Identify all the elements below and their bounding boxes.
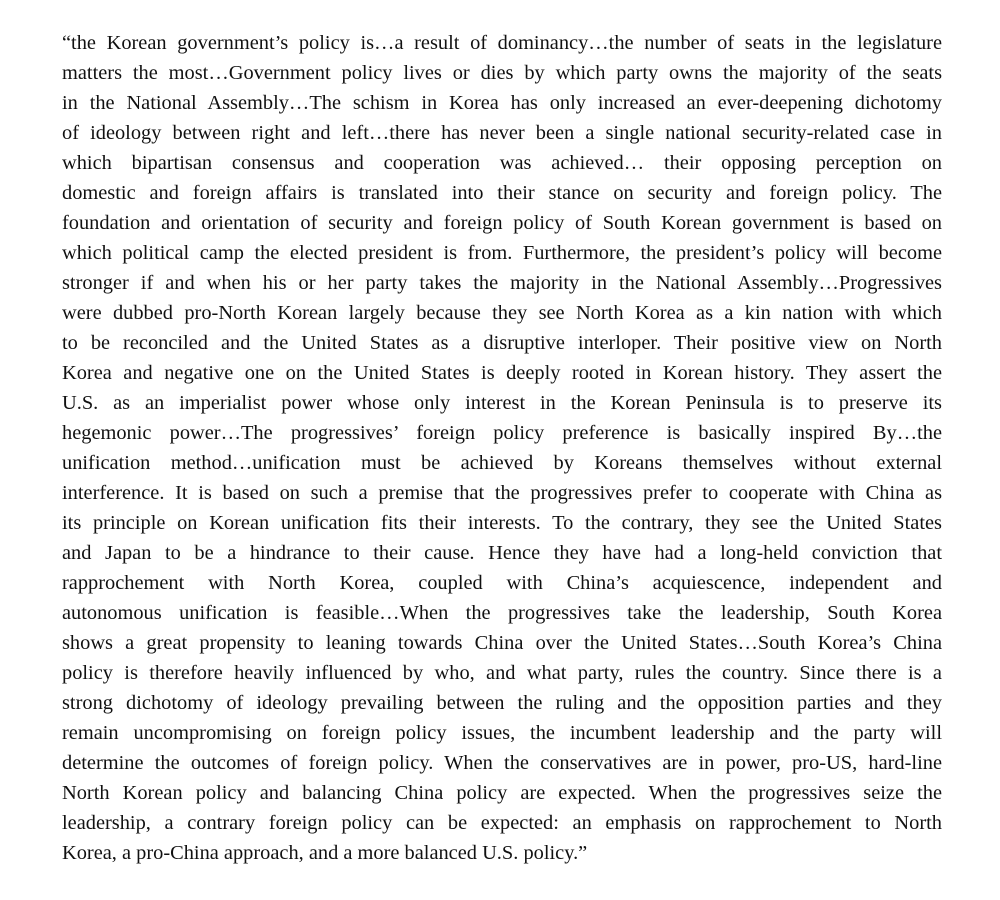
quote-line: foundation and orientation of security and foreign policy of South Korean government is based on [62, 212, 942, 234]
quote-line: in the National Assembly…The schism in Korea has only increased an ever-deepening dichotomy [62, 92, 942, 114]
quote-line: strong dichotomy of ideology prevailing between the ruling and the opposition parties and they [62, 692, 942, 714]
quote-line: U.S. as an imperialist power whose only interest in the Korean Peninsula is to preserve its [62, 392, 942, 414]
quote-line: and Japan to be a hindrance to their cause. Hence they have had a long-held conviction that [62, 542, 942, 564]
quote-line: unification method…unification must be achieved by Koreans themselves without external [62, 452, 942, 474]
quote-line: its principle on Korean unification fits their interests. To the contrary, they see the United States [62, 512, 942, 534]
quote-line: interference. It is based on such a premise that the progressives prefer to cooperate with China as [62, 482, 942, 504]
quote-line: policy is therefore heavily influenced by who, and what party, rules the country. Since there is a [62, 662, 942, 684]
quote-line: North Korean policy and balancing China policy are expected. When the progressives seize the [62, 782, 942, 804]
quote-line: stronger if and when his or her party takes the majority in the National Assembly…Progressives [62, 272, 942, 294]
quote-line: which bipartisan consensus and cooperation was achieved… their opposing perception on [62, 152, 942, 174]
quote-line: determine the outcomes of foreign policy. When the conservatives are in power, pro-US, hard-line [62, 752, 942, 774]
quote-line: autonomous unification is feasible…When the progressives take the leadership, South Korea [62, 602, 942, 624]
quote-line: to be reconciled and the United States as a disruptive interloper. Their positive view on North [62, 332, 942, 354]
quote-line: shows a great propensity to leaning towards China over the United States…South Korea’s China [62, 632, 942, 654]
quote-line: rapprochement with North Korea, coupled with China’s acquiescence, independent and [62, 572, 942, 594]
quote-line: “the Korean government’s policy is…a result of dominancy…the number of seats in the legislature [62, 32, 942, 54]
quote-line: Korea, a pro-China approach, and a more balanced U.S. policy.” [62, 842, 588, 864]
quote-line: leadership, a contrary foreign policy can be expected: an emphasis on rapprochement to North [62, 812, 942, 834]
quote-line: which political camp the elected president is from. Furthermore, the president’s policy will become [62, 242, 942, 264]
quote-line: Korea and negative one on the United States is deeply rooted in Korean history. They assert the [62, 362, 942, 384]
quote-line: domestic and foreign affairs is translated into their stance on security and foreign policy. The [62, 182, 942, 204]
quote-paragraph [62, 28, 942, 868]
quote-line: were dubbed pro-North Korean largely because they see North Korea as a kin nation with which [62, 302, 942, 324]
quote-line: of ideology between right and left…there has never been a single national security-related case in [62, 122, 942, 144]
quote-line: matters the most…Government policy lives or dies by which party owns the majority of the seats [62, 62, 942, 84]
quote-line: hegemonic power…The progressives’ foreign policy preference is basically inspired By…the [62, 422, 942, 444]
quote-line: remain uncompromising on foreign policy issues, the incumbent leadership and the party will [62, 722, 942, 744]
